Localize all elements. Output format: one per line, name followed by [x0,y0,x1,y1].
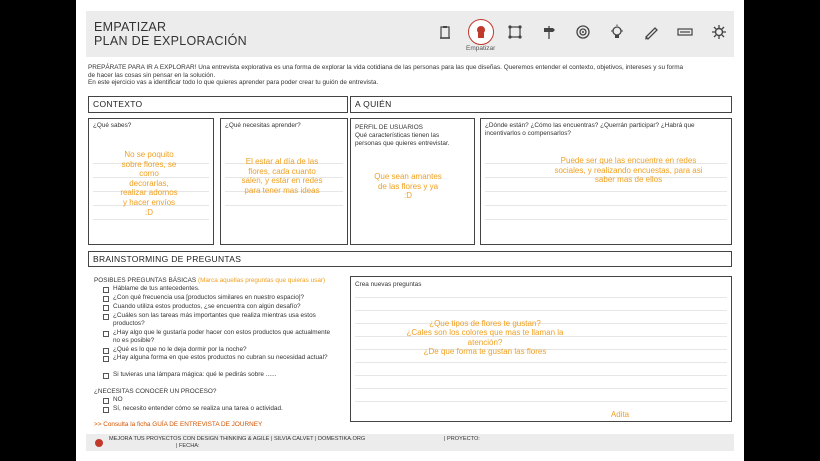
footer [86,434,734,451]
question-text: ¿Con qué frecuencia usa [productos similares en nuestro espacio]? [113,294,305,301]
question-text: ¿Hay alguna forma en que estos productos no cubran su necesidad actual? [113,354,328,361]
checkbox[interactable] [103,356,109,362]
new-questions-box[interactable] [350,276,732,422]
footer-fecha: | FECHA: [176,443,200,449]
que-aprender-box[interactable] [220,118,348,245]
cards-icon [674,21,696,43]
contexto-header [88,96,348,113]
question-label: ¿Qué sabes? [93,122,132,129]
handwritten-question: ¿Cales son los colores que mas te llaman la atención? [406,328,564,347]
question-text: ¿Qué es lo que no le deja dormir por la noche? [113,346,247,353]
handwritten-question: ¿Que tipos de flores te gustan? [429,319,541,328]
handwritten-question: ¿De que forma te gustan las flores [423,347,547,356]
checkbox[interactable] [103,398,109,404]
checkbox[interactable] [103,296,109,302]
brainstorming-header [88,251,732,267]
checkbox[interactable] [103,305,109,311]
intro-line: En este ejercicio vas a identificar todo lo que quieres aprender para poder crear tu guión de entrevista. [88,79,379,87]
perfil-title: PERFIL DE USUARIOS [355,124,423,131]
basic-note: (Marca aquellas preguntas que quieras usar) [197,277,326,284]
network-icon [504,21,526,43]
option-text: Sí, necesito entender cómo se realiza una tarea o actividad. [113,405,283,412]
donde-box[interactable] [480,118,732,245]
worksheet-page [76,0,744,461]
intro-line: PREPÁRATE PARA IR A EXPLORAR! Una entrevista explorativa es una forma de explorar la vida cotidiana de las personas para las que diseñas. Queremos entender el contexto, objetivos, intereses y su forma [88,64,684,71]
handwritten-answer: Puede ser que las encuentre en redes sociales, y realizando encuestas, para asi saber mas de ellos [554,156,703,185]
section-title: CONTEXTO [93,99,143,109]
footer-credits: MEJORA TUS PROYECTOS CON DESIGN THINKING & AGILE | SILVIA CALVET | DOMESTIKA.ORG [109,436,366,442]
checkbox[interactable] [103,373,109,379]
intro-line: de hacer las cosas sin pensar en la solución. [88,71,216,79]
signpost-icon [538,21,560,43]
title-plan: PLAN DE EXPLORACIÓN [94,34,247,48]
perfil-desc: Qué características tienen las personas que quieres entrevistar. [355,132,450,147]
checkbox[interactable] [103,331,109,337]
basic-questions-heading [94,277,325,284]
handwritten-answer: No se poquito sobre flores, se como decorarlas, realizar adornos y hacer envíos :D [120,150,178,217]
que-sabes-box[interactable] [88,118,214,245]
handwritten-answer: Que sean amantes de las flores y ya :D [374,172,442,201]
head-icon [468,19,494,45]
process-heading: ¿NECESITAS CONOCER UN PROCESO? [94,388,217,395]
basic-head: POSIBLES PREGUNTAS BÁSICAS [94,277,197,284]
clipboard-icon [434,21,456,43]
logo-icon [95,439,103,447]
section-title: BRAINSTORMING DE PREGUNTAS [93,254,242,264]
question-text: ¿Cuáles son las tareas más importantes que realiza mientras usa estos productos? [113,312,316,328]
title-empatizar: EMPATIZAR [94,20,167,34]
option-text: NO [113,396,123,403]
journey-guide-link[interactable]: >> Consulta la ficha GUÍA DE ENTREVISTA DE JOURNEY [94,421,263,428]
pencil-icon [640,21,662,43]
intro-text [88,64,738,87]
new-questions-label: Crea nuevas preguntas [355,281,422,288]
footer-proyecto: | PROYECTO: [444,436,480,442]
checkbox[interactable] [103,314,109,320]
question-text: Háblame de tus antecedentes. [113,285,200,292]
question-text: Cuando utiliza estos productos, ¿se encuentra con algún desafío? [113,303,301,310]
checkbox[interactable] [103,348,109,354]
question-label: ¿Dónde están? ¿Cómo las encuentras? ¿Querrán participar? ¿Habrá que incentivarlos o compensarlos? [485,122,695,137]
handwritten-answer: El estar al día de las flores, cada cuanto salen, y estar en redes para tener mas ideas [241,157,323,195]
question-text: Si tuvieras una lámpara mágica: qué le pedirás sobre ...... [113,371,277,378]
gear-icon [708,21,730,43]
phase-steps [434,21,728,43]
question-label: ¿Qué necesitas aprender? [225,122,301,129]
checkbox[interactable] [103,287,109,293]
checkbox[interactable] [103,407,109,413]
question-text: ¿Hay algo que le gustaría poder hacer con estos productos que actualmente no es posible? [113,329,331,345]
signature: Adita [610,410,630,419]
aquien-header [350,96,732,113]
target-icon [572,21,594,43]
header [86,11,734,57]
lightbulb-icon [606,21,628,43]
perfil-box[interactable] [350,118,475,245]
section-title: A QUIÉN [355,99,392,109]
active-step-label: Empatizar [466,45,496,52]
